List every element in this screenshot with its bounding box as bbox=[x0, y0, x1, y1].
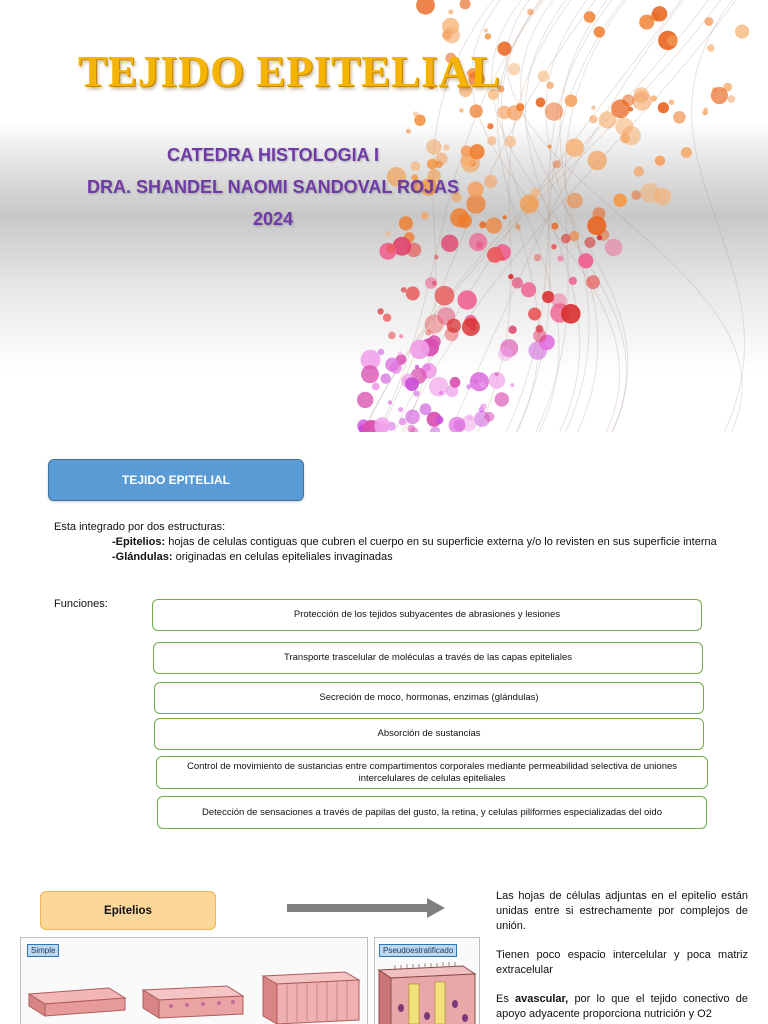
simple-tag: Simple bbox=[27, 944, 59, 957]
simple-epithelium-illustration bbox=[20, 937, 368, 1024]
function-box: Detección de sensaciones a través de papilas del gusto, la retina, y celulas piliformes especializadas del oido bbox=[157, 796, 707, 829]
description-paragraph bbox=[496, 992, 748, 1022]
description-paragraph: Las hojas de células adjuntas en el epitelio están unidas entre si estrechamente por complejos de unión. bbox=[496, 890, 748, 932]
glandulas-text: originadas en celulas epiteliales invaginadas bbox=[172, 551, 393, 563]
epitelios-label: -Epitelios: bbox=[112, 536, 166, 548]
cover-title: TEJIDO EPITELIAL bbox=[78, 47, 501, 96]
cover-author: DRA. SHANDEL NAOMI SANDOVAL ROJAS bbox=[86, 177, 460, 197]
pseudostratified-drawing bbox=[375, 938, 479, 1024]
para3-pre: Es bbox=[496, 993, 516, 1005]
function-box: Transporte trascelular de moléculas a través de las capas epiteliales bbox=[153, 642, 703, 674]
funciones-label: Funciones: bbox=[54, 598, 108, 610]
epithelium-drawings bbox=[21, 938, 367, 1024]
cover-year: 2024 bbox=[252, 209, 294, 229]
cover-course: CATEDRA HISTOLOGIA I bbox=[166, 145, 379, 165]
section-header-button: TEJIDO EPITELIAL bbox=[48, 459, 304, 501]
pseudostratified-illustration bbox=[374, 937, 480, 1024]
avascular-term: avascular, bbox=[515, 993, 569, 1005]
definition-slide bbox=[0, 432, 768, 864]
glandulas-label: -Glándulas: bbox=[112, 551, 173, 563]
intro-text bbox=[54, 520, 734, 565]
function-box: Absorción de sustancias bbox=[154, 718, 704, 750]
para3-post: por lo que el tejido conectivo de apoyo adyacente proporciona nutrición y O2 bbox=[496, 993, 748, 1020]
pseudostratified-tag: Pseudoestratificado bbox=[379, 944, 457, 957]
epitelios-text: hojas de celulas contiguas que cubren el cuerpo en su superficie externa y/o lo revisten en sus superficie interna bbox=[165, 536, 717, 548]
intro-line: Esta integrado por dos estructuras: bbox=[54, 521, 226, 533]
function-box: Secreción de moco, hormonas, enzimas (glándulas) bbox=[154, 682, 704, 714]
glandulas-definition bbox=[54, 550, 734, 565]
function-box: Control de movimiento de sustancias entre compartimentos corporales mediante permeabilidad selectiva de uniones intercelulares de celulas epiteliales bbox=[156, 756, 708, 789]
epitelios-slide bbox=[0, 864, 768, 1024]
right-arrow-icon bbox=[287, 898, 447, 918]
function-box: Protección de los tejidos subyacentes de abrasiones y lesiones bbox=[152, 599, 702, 631]
epitelios-description bbox=[496, 889, 748, 1024]
cover-slide bbox=[0, 0, 768, 432]
epitelios-button: Epitelios bbox=[40, 891, 216, 930]
epitelios-definition bbox=[54, 535, 734, 550]
description-paragraph: Tienen poco espacio intercelular y poca matriz extracelular bbox=[496, 949, 748, 976]
